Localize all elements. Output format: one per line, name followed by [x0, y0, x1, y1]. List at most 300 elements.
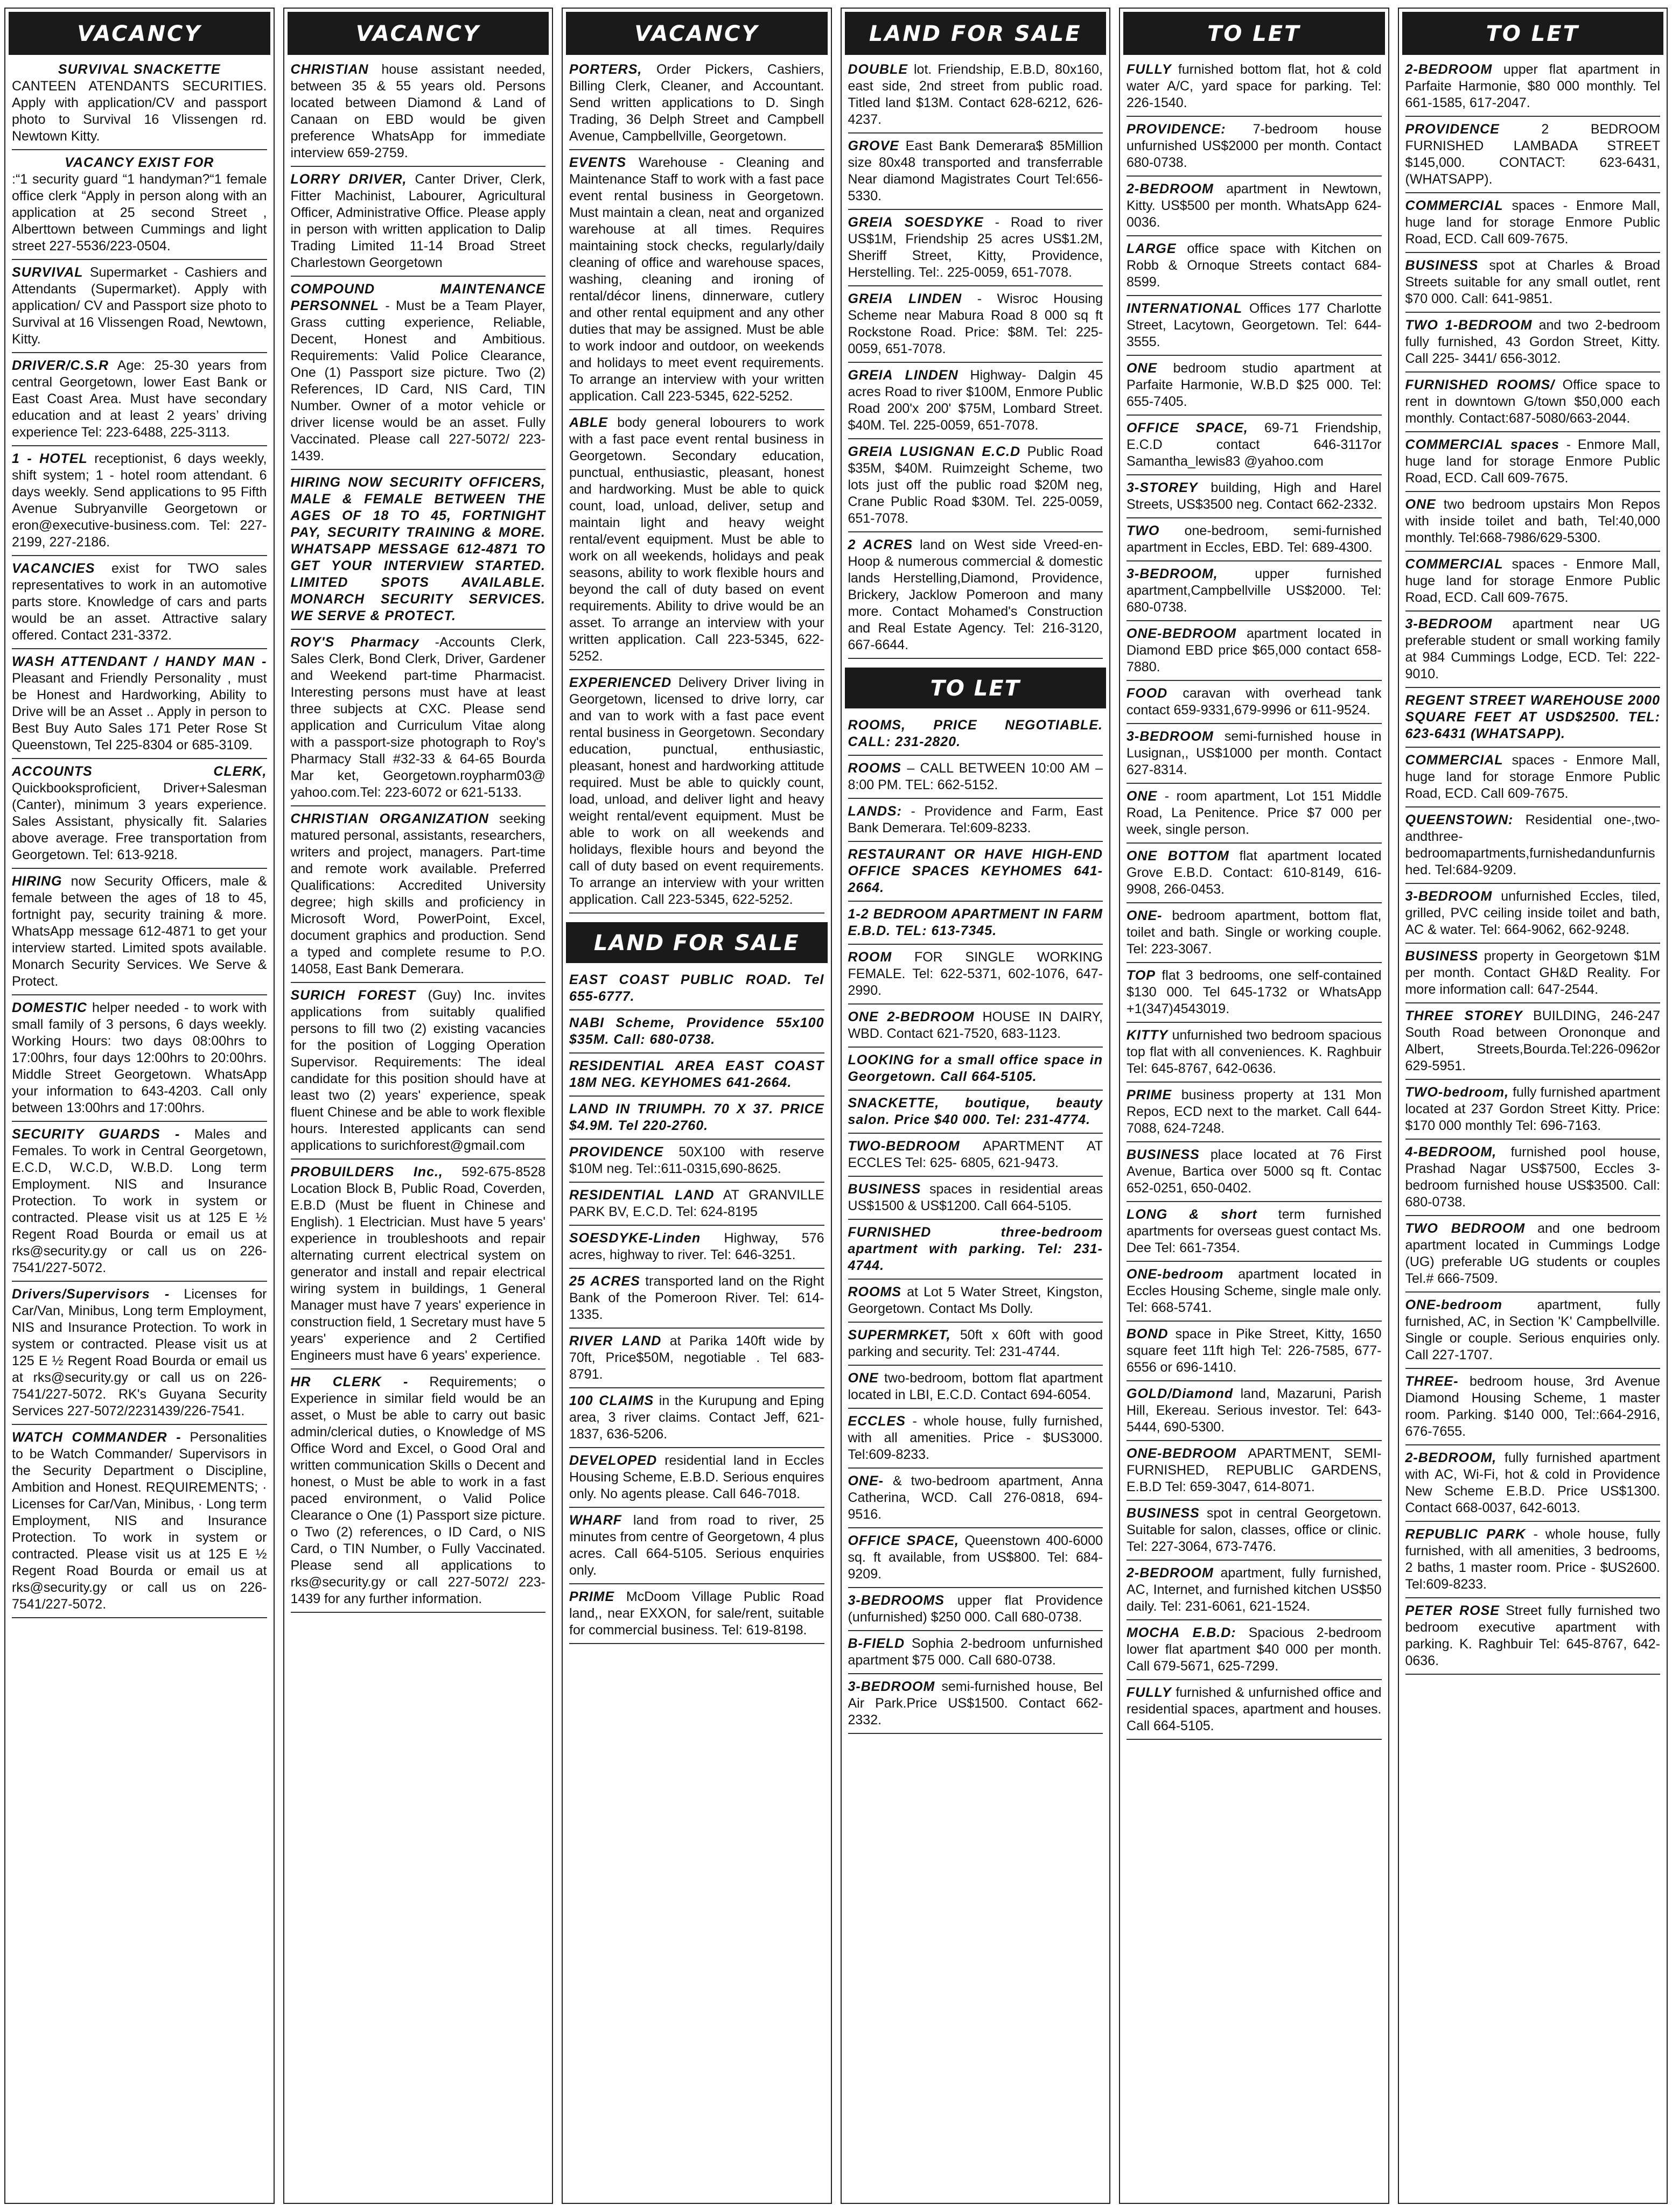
ad-lead: 2-BEDROOM: [1405, 62, 1493, 77]
ad-lead: QUEENSTOWN:: [1405, 812, 1514, 827]
ad-lead: ACCOUNTS CLERK,: [12, 764, 267, 779]
ad-body: flat apartment located Grove E.B.D. Contact: 610-8149, 616-9908, 266-0453.: [1127, 848, 1382, 897]
ad-body: semi-furnished house in Lusignan,, US$1000 per month. Contact 627-8314.: [1127, 729, 1382, 777]
ad-body: in the Kurupung and Eping area, 3 river claims. Contact Jeff, 621-1837, 636-5206.: [569, 1393, 824, 1442]
ad-body: body general lobourers to work with a fast pace event rental business in Georgetown. Secondary education, punctual, enthusiastic, pleasant, honest and hardworking. Must be able to quick count, load, unload, deliver, setup and maintain light and heavy weight rental/event equipment. Must be able to work on all weekends, holidays and peak seasons, ability to work flexible hours and beyond the call of duty based on event requirements. Ability to drive would be an asset. To arrange an interview with your written application. Call 223-5345, 622-5252.: [569, 415, 824, 664]
classified-ad-two: [1127, 518, 1382, 561]
ad-body: apartment located in Diamond EBD price $65,000 contact 658-7880.: [1127, 626, 1382, 675]
ad-body: - room apartment, Lot 151 Middle Road, La Penitence. Price $7 000 per week, single person.: [1127, 789, 1382, 837]
ad-lead: GOLD/Diamond: [1127, 1386, 1234, 1401]
ad-body: apartment located in Eccles Housing Scheme, single male only. Tel: 668-5741.: [1127, 1267, 1382, 1315]
classified-ad-25-acres: [569, 1269, 824, 1329]
ad-body: (Guy) Inc. invites applications from suitably qualified persons to fill two (2) existing vacancies for the position of Logging Operation Supervisor. Requirements: The ideal candidate for this position should have at least two (2) years' experience, speak fluent Chinese and be able to work flexible hours. Interested applicants can send applications to surichforest@gmail.com: [290, 988, 545, 1153]
classified-ad-2-bedroom: [1127, 177, 1382, 236]
ad-lead: 3-BEDROOMS: [848, 1593, 945, 1608]
ad-lead: CHRISTIAN ORGANIZATION: [290, 811, 489, 826]
ad-lead: COMMERCIAL: [1405, 557, 1503, 572]
classified-ad-two-bedroom: [1405, 1080, 1661, 1140]
classified-ad-business: [848, 1177, 1103, 1220]
classified-ad-business: [1405, 253, 1661, 313]
classified-ad-one-bedroom: [1127, 1262, 1382, 1322]
classified-ad-2-bedroom: [1405, 1445, 1661, 1522]
ad-lead: TOP: [1127, 968, 1156, 983]
classified-ad-restaurant-or-have-high-end-office-space: [848, 842, 1103, 902]
ad-lead: TWO-bedroom,: [1405, 1085, 1509, 1100]
classified-ad-3-bedroom: [1405, 884, 1661, 944]
ad-lead: FOOD: [1127, 686, 1168, 701]
ad-body: unfurnished Eccles, tiled, grilled, PVC ceiling inside toilet and bath, AC & water. Tel: 664-9062, 662-9248.: [1405, 889, 1660, 937]
classified-ad-long-short: [1127, 1202, 1382, 1262]
ad-lead: 3-BEDROOM: [1405, 616, 1493, 631]
ad-body: - Must be a Team Player, Grass cutting experience, Reliable, Decent, Honest and Ambitious. Requirements: Valid Police Clearance, One (1) Passport size picture. Two (2) References, ID Card, NIS Card, TIN Number. Owner of a motor vehicle or driver license would be an asset. Fully Vaccinated. Please call 227-5072/ 223-1439.: [290, 298, 545, 464]
ad-body: Sophia 2-bedroom unfurnished apartment $75 000. Call 680-0738.: [848, 1636, 1103, 1668]
ad-body: Queenstown 400-6000 sq. ft available, from US$800. Tel: 684-9209.: [848, 1533, 1103, 1582]
classified-ad-3-bedroom: [848, 1674, 1103, 1734]
ad-lead: FULLY: [1127, 62, 1172, 77]
ad-lead: WASH ATTENDANT / HANDY MAN -: [12, 654, 267, 669]
classified-ad-top: [1127, 963, 1382, 1023]
classified-ad-three: [1405, 1369, 1661, 1445]
column-3: [562, 8, 832, 2204]
classified-ad-mocha-e-b-d: [1127, 1620, 1382, 1680]
classified-ad-east-coast-public-road-tel-655-6777: [569, 967, 824, 1010]
ad-body: unfurnished two bedroom spacious top flat with all conveniences. K. Raghbuir Tel: 645-8767, 642-0636.: [1127, 1028, 1382, 1076]
ad-lead: BUSINESS: [1127, 1147, 1200, 1162]
ad-lead: DEVELOPED: [569, 1453, 657, 1468]
ad-body: apartment in Newtown, Kitty. US$500 per month. WhatsApp 624-0036.: [1127, 181, 1382, 230]
ad-lead: REPUBLIC PARK: [1405, 1527, 1526, 1542]
ad-lead: FULLY: [1127, 1685, 1172, 1700]
ad-body: 2 BEDROOM FURNISHED LAMBADA STREET $145,000. CONTACT: 623-6431, (WHATSAPP).: [1405, 122, 1661, 187]
classified-ad-lands: [848, 799, 1103, 842]
ad-lead: ROY'S Pharmacy: [290, 635, 419, 650]
ad-body: Quickbooksproficient, Driver+Salesman (Canter), minimum 3 years experience. Sales Assistant, physically fit. Salaries above average. Free transportation from Georgetown. Tel: 613-9218.: [12, 781, 267, 862]
ad-body: now Security Officers, male & female between the ages of 18 to 45, fortnight pay, security training & more. WhatsApp message 612-4871 to get your interview started. Limited spots available. Monarch Security Services. We Serve & Protect.: [12, 874, 267, 989]
ad-body: at Parika 140ft wide by 70ft, Price$50M, negotiable . Tel 683-8791.: [569, 1333, 824, 1382]
column-5: [1119, 8, 1389, 2204]
classified-ad-one-bedroom: [1127, 1441, 1382, 1501]
ad-list: [842, 57, 1110, 659]
classified-ad-christian-organization: [291, 806, 546, 983]
classified-ad-two-bedroom: [848, 1134, 1103, 1177]
classified-ad-one: [848, 1469, 1103, 1528]
classified-ad-rooms: [848, 756, 1103, 799]
classified-ad-one-bedroom: [1127, 621, 1382, 681]
ad-body: property in Georgetown $1M per month. Contact GH&D Reality. For more information call: 647-2544.: [1405, 949, 1660, 997]
classified-ad-furnished-rooms: [1405, 373, 1661, 432]
ad-body: at Lot 5 Water Street, Kingston, Georgetown. Contact Ms Dolly.: [848, 1284, 1103, 1316]
ad-body: Residential one-,two-andthree-bedroomapartments,furnishedandunfurnished. Tel:684-9209.: [1405, 812, 1660, 877]
ad-lead: COMMERCIAL: [1405, 753, 1503, 768]
ad-lead: 2-BEDROOM: [1127, 1565, 1214, 1581]
ad-body: Order Pickers, Cashiers, Billing Clerk, Cleaner, and Accountant. Send written applications to D. Singh Trading, 36 Delph Street and Campbell Avenue, Campbellville, Georgetown.: [569, 62, 824, 144]
classified-ad-3-bedroom: [1405, 612, 1661, 688]
classified-ad-fully: [1127, 1680, 1382, 1740]
ad-lead: LAND IN TRIUMPH. 70 X 37. PRICE $4.9M. Tel 220-2760.: [569, 1101, 824, 1133]
ad-lead: PROVIDENCE: [1405, 122, 1500, 137]
ad-lead: 3-STOREY: [1127, 480, 1198, 495]
classified-ad-providence: [569, 1140, 824, 1183]
classified-ad-food: [1127, 681, 1382, 724]
ad-body: East Bank Demerara$ 85Million size 80x48 transported and transferrable Near diamond Magistrates Court Tel:656-5330.: [848, 138, 1103, 203]
ad-lead: 3-BEDROOM,: [1127, 566, 1218, 581]
ad-lead: 1-2 BEDROOM APARTMENT IN FARM E.B.D. TEL: 613-7345.: [848, 907, 1103, 938]
ad-body: HOUSE IN DAIRY, WBD. Contact 621-7520, 683-1123.: [848, 1009, 1103, 1041]
ad-body: & two-bedroom apartment, Anna Catherina, WCD. Call 276-0818, 694-9516.: [848, 1473, 1103, 1522]
classified-ad-survival: [12, 260, 267, 353]
classified-ad-one: [848, 1366, 1103, 1409]
section-header-to-let: TO LET: [845, 668, 1107, 708]
classified-ad-hr-clerk: [291, 1370, 546, 1613]
ad-body: spot in central Georgetown. Suitable for salon, classes, office or clinic. Tel: 227-3064, 673-7476.: [1127, 1506, 1382, 1554]
ad-lead: ECCLES: [848, 1414, 906, 1429]
ad-lead: REGENT STREET WAREHOUSE 2000 SQUARE FEET AT USD$2500. TEL: 623-6431 (WHATSAPP).: [1405, 693, 1660, 741]
column-1: [4, 8, 275, 2204]
classified-ad-greia-linden: [848, 286, 1103, 363]
classified-ad-room: [848, 945, 1103, 1005]
ad-lead: ONE: [1127, 789, 1158, 804]
ad-lead: SUPERMRKET,: [848, 1328, 951, 1343]
ad-lead: COMMERCIAL: [1405, 198, 1503, 213]
ad-lead: ONE-: [1127, 908, 1163, 923]
ad-lead: 3-BEDROOM: [1127, 729, 1214, 744]
classified-ad-3-bedrooms: [848, 1588, 1103, 1631]
classified-ad-roy-s-pharmacy: [291, 630, 546, 806]
classified-ad-2-bedroom: [1405, 57, 1661, 117]
classified-ad-100-claims: [569, 1388, 824, 1448]
ad-body: - Road to river US$1M, Friendship 25 acres US$1.2M, Sheriff Street, Kitty, Providence, Herstelling. Tel:. 225-0059, 651-7078.: [848, 215, 1103, 280]
ad-lead: RESIDENTIAL LAND: [569, 1188, 715, 1203]
classified-ad-large: [1127, 236, 1382, 296]
ad-body: furnished bottom flat, hot & cold water A/C, yard space for parking. Tel: 226-1540.: [1127, 62, 1382, 110]
ad-lead: DOUBLE: [848, 62, 908, 77]
classified-ad-3-bedroom: [1127, 724, 1382, 784]
ad-lead: Drivers/Supervisors -: [12, 1287, 170, 1302]
classified-ad-vacancy-exist-for: [12, 150, 267, 260]
classified-ad-able: [569, 410, 824, 670]
ad-body: Public Road $35M, $40M. Ruimzeight Scheme, two lots just off the public road $20M neg, Crane Public Road $30M. Tel. 225-0059, 651-7078.: [848, 444, 1103, 526]
ad-body: land from road to river, 25 minutes from centre of Georgetown, 4 plus acres. Call 664-5105. Serious enquiries only.: [569, 1513, 824, 1578]
ad-body: -Accounts Clerk, Sales Clerk, Bond Clerk, Driver, Gardener and Weekend part-time Pharmacist. Interesting persons must have at least three subjects at CXC. Please send application and Curriculum Vitae along with a passport-size photograph to Roy's Pharmacy Stall #32-33 & 64-65 Bourda Mar ket, Georgetown.roypharm03@ yahoo.com.Tel: 223-6072 or 621-5133.: [290, 635, 546, 800]
classified-ad-probuilders-inc: [291, 1160, 546, 1370]
classified-ad-2-acres: [848, 532, 1103, 659]
ad-lead: GROVE: [848, 138, 899, 153]
ad-body: APARTMENT, SEMI-FURNISHED, REPUBLIC GARDENS, E.B.D Tel: 659-3047, 614-8071.: [1127, 1446, 1382, 1494]
classified-ad-christian: [291, 57, 546, 167]
ad-lead: ROOMS, PRICE NEGOTIABLE. CALL: 231-2820.: [848, 718, 1103, 749]
ad-body: land, Mazaruni, Parish Hill, Ekereau. Serious investor. Tel: 643-5444, 690-5300.: [1127, 1386, 1382, 1435]
classified-ad-office-space: [1127, 416, 1382, 475]
ad-body: semi-furnished house, Bel Air Park.Price US$1500. Contact 662-2332.: [848, 1679, 1103, 1728]
classified-ad-greia-lusignan-e-c-d: [848, 439, 1103, 532]
ad-body: spaces in residential areas US$1500 & US$1200. Call 664-5105.: [848, 1182, 1103, 1213]
ad-lead: 1 - HOTEL: [12, 451, 88, 466]
ad-body: :“1 security guard “1 handyman?“1 female office clerk “Apply in person along with an application at 25 second Street , Alberttown between Cummings and light street 227-5536/223-0504.: [12, 172, 267, 254]
section-header-vacancy: VACANCY: [566, 12, 828, 55]
ad-body: Offices 177 Charlotte Street, Lacytown, Georgetown. Tel: 644-3555.: [1127, 301, 1382, 349]
ad-lead: VACANCY EXIST FOR: [65, 155, 214, 170]
classified-ad-office-space: [848, 1528, 1103, 1588]
ad-body: receptionist, 6 days weekly, shift system; 1 - hotel room attendant. 6 days weekly. Send applications to 95 Fifth Avenue Subryanville Georgetown or eron@executive-business.com. Tel: 227-2199, 227-2186.: [12, 451, 267, 550]
ad-lead: SURVIVAL SNACKETTE: [58, 62, 221, 77]
ad-lead: ONE-BEDROOM: [1127, 626, 1237, 641]
ad-body: McDoom Village Public Road land,, near EXXON, for sale/rent, suitable for commercial business. Tel: 619-8198.: [569, 1589, 824, 1638]
ad-lead: PORTERS,: [569, 62, 642, 77]
ad-body: term furnished apartments for overseas guest contact Ms. Dee Tel: 661-7354.: [1127, 1207, 1382, 1255]
ad-body: 592-675-8528 Location Block B, Public Road, Coverden, E.B.D (Must be fluent in Chinese and English). 1 Electrician. Must have 5 years' experience in troubleshoots and repair alternating current electrical system on generator and install and repair electrical wiring system in buildings, 1 General Manager must have 7 years' experience in construction field, 1 Secretary must have 5 years' experience and 2 Certified Engineers must have 6 years' experience.: [290, 1164, 546, 1363]
ad-body: - Enmore Mall, huge land for storage Enmore Public Road, ECD. Call 609-7675.: [1405, 437, 1660, 486]
ad-lead: ONE-bedroom: [1127, 1267, 1224, 1282]
ad-body: one-bedroom, semi-furnished apartment in Eccles, EBD. Tel: 689-4300.: [1127, 523, 1382, 555]
section-header-to-let: TO LET: [1402, 12, 1664, 55]
section-header-vacancy: VACANCY: [9, 12, 270, 55]
ad-lead: PROBUILDERS Inc.,: [290, 1164, 443, 1179]
ad-body: helper needed - to work with small family of 3 persons, 6 days weekly. Working Hours: two days 08:00hrs to 17:00hrs, four days 12:00hrs to 20:00hrs. Middle Street Georgetown. WhatsApp your information to 643-4203. Call only between 13:00hrs and 17:00hrs.: [12, 1000, 267, 1115]
ad-lead: 2 ACRES: [848, 537, 913, 552]
ad-lead: BUSINESS: [1405, 258, 1479, 273]
ad-body: Males and Females. To work in Central Georgetown, E.C.D, W.C.D, W.B.D. Long term Employment. NIS and Insurance Protection. To work in system or contracted. Please visit us at 125 E ½ Regent Road Bourda or email us at rks@security.gy or call us on 226-7541/227-5072.: [12, 1127, 267, 1275]
classified-ad-land-in-triumph-70-x-37-price-4-9m-tel-2: [569, 1097, 824, 1140]
ad-list: [842, 713, 1110, 1734]
classified-ad-accounts-clerk: [12, 759, 267, 869]
classified-ad-three-storey: [1405, 1003, 1661, 1080]
classified-ad-business: [1405, 944, 1661, 1003]
ad-body: Canter Driver, Clerk, Fitter Machinist, Labourer, Agricultural Officer, Administrative Office. Please apply in person with written application to Dalip Trading Limited 11-14 Broad Street Charlestown Georgetown: [290, 172, 545, 270]
ad-lead: RESTAURANT OR HAVE HIGH-END OFFICE SPACES KEYHOMES 641-2664.: [848, 847, 1103, 895]
ad-body: fully furnished apartment located at 237 Gordon Street Kitty. Price: $170 000 monthly Tel: 696-7163.: [1405, 1085, 1660, 1133]
classified-ad-two-bedroom: [1405, 1216, 1661, 1293]
ad-list: [1120, 57, 1388, 1740]
ad-body: seeking matured personal, assistants, researchers, writers and project, managers. Part-time and remote work available. Preferred Qualifications: Accredited University degree; high skills and proficiency in Microsoft Word, PowerPoint, Excel, document graphics and production. Send a typed and complete resume to P.O. 14058, East Bank Demerara.: [290, 811, 545, 977]
ad-body: office space with Kitchen on Robb & Ornoque Streets contact 684-8599.: [1127, 241, 1382, 290]
ad-lead: LONG & short: [1127, 1207, 1257, 1222]
ad-lead: GREIA SOESDYKE: [848, 215, 984, 230]
classified-ad-snackette-boutique-beauty-salon-price-40: [848, 1091, 1103, 1134]
ad-body: AT GRANVILLE PARK BV, E.C.D. Tel: 624-8195: [569, 1188, 824, 1219]
ad-body: bedroom studio apartment at Parfaite Harmonie, W.B.D $25 000. Tel: 655-7405.: [1127, 361, 1382, 409]
ad-lead: ONE-: [848, 1473, 884, 1488]
ad-lead: LORRY DRIVER,: [290, 172, 407, 187]
ad-list: [1399, 57, 1667, 1675]
ad-body: Pleasant and Friendly Personality , must be Honest and Hardworking, Ability to Drive will be an Asset .. Apply in person to Best Buy Auto Sales 171 Peter Rose St Queenstown, Tel 225-8304 or 685-3109.: [12, 671, 267, 753]
ad-body: flat 3 bedrooms, one self-contained $130 000. Tel 645-1732 or WhatsApp +1(347)4543019.: [1127, 968, 1382, 1016]
ad-body: Highway, 576 acres, highway to river. Tel: 646-3251.: [569, 1231, 824, 1262]
classified-ad-one-2-bedroom: [848, 1005, 1103, 1048]
ad-body: caravan with overhead tank contact 659-9331,679-9996 or 611-9524.: [1127, 686, 1382, 718]
section-header-vacancy: VACANCY: [288, 12, 549, 55]
classified-ad-business: [1127, 1501, 1382, 1561]
classified-ad-business: [1127, 1142, 1382, 1202]
classified-ad-double: [848, 57, 1103, 134]
ad-lead: SNACKETTE, boutique, beauty salon. Price $40 000. Tel: 231-4774.: [848, 1096, 1103, 1127]
ad-lead: 4-BEDROOM,: [1405, 1144, 1497, 1160]
ad-lead: ROOM: [848, 950, 892, 965]
ad-body: place located at 76 First Avenue, Bartica over 5000 sq ft. Contac 652-0251, 650-0402.: [1127, 1147, 1382, 1196]
ad-lead: TWO-BEDROOM: [848, 1139, 960, 1154]
ad-body: 50X100 with reserve $10M neg. Tel::611-0315,690-8625.: [569, 1144, 824, 1176]
ad-lead: EVENTS: [569, 155, 627, 170]
classified-ad-international: [1127, 296, 1382, 356]
ad-lead: ONE: [848, 1371, 879, 1386]
ad-body: - Providence and Farm, East Bank Demerara. Tel:609-8233.: [848, 804, 1103, 835]
ad-lead: 2-BEDROOM,: [1405, 1450, 1497, 1465]
ad-list: [284, 57, 552, 1613]
ad-body: CANTEEN ATENDANTS SECURITIES. Apply with application/CV and passport photo to Survival 16 Vlissengen rd. Newtown Kitty.: [12, 79, 267, 144]
classified-ad-furnished-three-bedroom-apartment-with-p: [848, 1220, 1103, 1280]
ad-body: Delivery Driver living in Georgetown, licensed to drive lorry, car and van to work with a fast pace event rental business in Georgetown. Secondary education, punctual, enthusiastic, pleasant, honest and hardworking attitude required. Must be able to quickly count, load, unload, and deliver light and heavy weight rental/event equipment. Must be able to work on all weekends and holidays, flexible hours and beyond the call of duty based on event requirements. To arrange an interview with your written application. Call 223-5345, 622-5252.: [569, 675, 824, 907]
ad-lead: TWO BEDROOM: [1405, 1221, 1526, 1236]
ad-body: BUILDING, 246-247 South Road between Orononque and Albert, Streets,Bourda.Tel:226-0962or 629-5951.: [1405, 1008, 1660, 1073]
ad-lead: LOOKING for a small office space in Georgetown. Call 664-5105.: [848, 1052, 1103, 1084]
ad-lead: B-FIELD: [848, 1636, 905, 1651]
classified-ad-watch-commander: [12, 1425, 267, 1618]
ad-lead: WATCH COMMANDER -: [12, 1430, 181, 1445]
classified-ad-providence: [1405, 117, 1661, 193]
ad-lead: PROVIDENCE:: [1127, 122, 1226, 137]
ad-lead: BUSINESS: [1405, 949, 1479, 964]
ad-body: business property at 131 Mon Repos, ECD next to the market. Call 644-7088, 624-7248.: [1127, 1087, 1382, 1136]
classified-ad-peter-rose: [1405, 1598, 1661, 1675]
ad-body: 7-bedroom house unfurnished US$2000 per month. Contact 680-0738.: [1127, 122, 1382, 170]
ad-body: Licenses for Car/Van, Minibus, Long term Employment, NIS and Insurance Protection. To work in system or contracted. Please visit us at 125 E ½ Regent Road Bourda or email us at rks@security.gy or call us on 226-7541/227-5072. RK's Guyana Security Services 227-5072/2231439/226-7541.: [12, 1287, 267, 1419]
ad-lead: 2-BEDROOM: [1127, 181, 1214, 196]
classified-ad-river-land: [569, 1329, 824, 1388]
ad-lead: MOCHA E.B.D:: [1127, 1625, 1236, 1640]
classified-ad-residential-land: [569, 1183, 824, 1226]
classified-ad-regent-street-warehouse-2000-square-feet: [1405, 688, 1661, 748]
ad-body: spaces - Enmore Mall, huge land for storage Enmore Public Road, ECD. Call 609-7675.: [1405, 557, 1660, 605]
ad-body: Street fully furnished two bedroom executive apartment with parking. K. Raghbuir Tel: 645-8767, 642-0636.: [1405, 1603, 1660, 1668]
ad-lead: ROOMS: [848, 1284, 901, 1300]
ad-lead: OFFICE SPACE,: [1127, 420, 1248, 436]
ad-lead: BUSINESS: [848, 1182, 921, 1197]
ad-lead: DRIVER/C.S.R: [12, 358, 109, 373]
ad-body: Warehouse - Cleaning and Maintenance Staff to work with a fast pace event rental business in Georgetown. Must maintain a clean, neat and organized warehouse at all times. Requires maintaining stock checks, regularly/daily cleaning of office and warehouse spaces, washing, cleaning and ironing of rental/décor linens, dinnerware, cutlery and other rental equipment and any other duties that may be assigned. Must be able to work indoor and outdoor, on weekends and holidays to meet event requirements. To arrange an interview with your written application. Call 223-5345, 622-5252.: [569, 155, 824, 404]
ad-body: 50ft x 60ft with good parking and security. Tel: 231-4744.: [848, 1328, 1103, 1359]
classified-ad-wharf: [569, 1508, 824, 1584]
classified-ad-providence: [1127, 117, 1382, 177]
ad-lead: CHRISTIAN: [290, 62, 369, 77]
classified-ad-commercial: [1405, 748, 1661, 807]
classified-ad-domestic: [12, 995, 267, 1122]
classified-ad-3-storey: [1127, 475, 1382, 518]
ad-body: furnished pool house, Prashad Nagar US$7500, Eccles 3-bedroom furnished house US$3500. Call: 680-0738.: [1405, 1144, 1660, 1210]
ad-lead: FURNISHED ROOMS/: [1405, 377, 1555, 392]
ad-body: lot. Friendship, E.B.D, 80x160, east side, 2nd street from public road. Titled land $13M. Contact 628-6212, 626-4237.: [848, 62, 1103, 127]
classified-ad-one: [1405, 492, 1661, 552]
ad-body: APARTMENT AT ECCLES Tel: 625- 6805, 621-9473.: [848, 1139, 1103, 1170]
ad-lead: EXPERIENCED: [569, 675, 672, 690]
classified-ad-developed: [569, 1448, 824, 1508]
ad-body: Age: 25-30 years from central Georgetown, lower East Bank or East Coast Area. Must have secondary education and at least 2 years’ driving experience Tel: 223-6488, 225-3113.: [12, 358, 267, 440]
ad-lead: RESIDENTIAL AREA EAST COAST 18M NEG. KEYHOMES 641-2664.: [569, 1058, 824, 1090]
classified-ad-republic-park: [1405, 1522, 1661, 1598]
classified-ad-nabi-scheme-providence-55x100-35m-call-6: [569, 1010, 824, 1054]
classified-ad-hiring: [12, 869, 267, 995]
ad-lead: PRIME: [569, 1589, 615, 1604]
ad-body: and two 2-bedroom fully furnished, 43 Gordon Street, Kitty. Call 225- 3441/ 656-3012.: [1405, 318, 1661, 366]
ad-lead: ONE-BEDROOM: [1127, 1446, 1237, 1461]
classified-ad-one-bedroom: [1405, 1293, 1661, 1369]
ad-body: spaces - Enmore Mall, huge land for storage Enmore Public Road, ECD. Call 609-7675.: [1405, 753, 1660, 801]
ad-body: apartment, fully furnished, AC, in Section 'K' Campbellville. Single or couple. Serious enquiries only. Call 227-1707.: [1405, 1297, 1660, 1363]
ad-lead: HIRING: [12, 874, 62, 889]
ad-body: building, High and Harel Streets, US$3500 neg. Contact 662-2332.: [1127, 480, 1382, 512]
ad-body: space in Pike Street, Kitty, 1650 square feet 11ft high Tel: 226-7585, 677-6556 or 696-1410.: [1127, 1326, 1382, 1375]
ad-body: fully furnished apartment with AC, Wi-Fi, hot & cold in Providence New Scheme E.B.D. Price US$1300. Contact 668-0037, 642-6013.: [1405, 1450, 1660, 1515]
ad-lead: GREIA LINDEN: [848, 368, 959, 383]
ad-list: [563, 967, 831, 1644]
ad-body: bedroom house, 3rd Avenue Diamond Housing Scheme, 1 master room. Parking. $140 000, Tel::664-2916, 676-7655.: [1405, 1374, 1660, 1439]
ad-lead: 3-BEDROOM: [848, 1679, 935, 1694]
ad-body: residential land in Eccles Housing Scheme, E.B.D. Serious enquires only. No agents please. Call 646-7018.: [569, 1453, 824, 1501]
classified-ad-b-field: [848, 1631, 1103, 1674]
classified-ad-wash-attendant-handy-man: [12, 649, 267, 759]
ad-body: Spacious 2-bedroom lower flat apartment $40 000 per month. Call 679-5671, 625-7299.: [1127, 1625, 1382, 1674]
classified-ad-one-bottom: [1127, 844, 1382, 903]
classified-ad-lorry-driver: [291, 167, 546, 277]
ad-lead: 3-BEDROOM: [1405, 889, 1493, 904]
classified-ad-vacancies: [12, 556, 267, 649]
ad-lead: RIVER LAND: [569, 1333, 662, 1349]
classified-ad-driver-c-s-r: [12, 353, 267, 446]
column-4: [841, 8, 1111, 2204]
ad-body: Office space to rent in downtown G/town $50,000 each monthly. Contact:687-5080/663-2044.: [1405, 377, 1660, 426]
classified-ad-2-bedroom: [1127, 1561, 1382, 1620]
classified-ad-commercial-spaces: [1405, 432, 1661, 492]
ad-lead: ONE BOTTOM: [1127, 848, 1229, 863]
classified-ad-eccles: [848, 1409, 1103, 1469]
ad-lead: SURICH FOREST: [290, 988, 416, 1003]
ad-lead: OFFICE SPACE,: [848, 1533, 959, 1548]
classified-ad-survival-snackette: [12, 57, 267, 150]
classified-ad-greia-linden: [848, 363, 1103, 439]
classified-ad-queenstown: [1405, 807, 1661, 884]
classified-ad-one: [1127, 356, 1382, 416]
section-header-land-for-sale: LAND FOR SALE: [566, 922, 828, 963]
classified-ad-experienced: [569, 670, 824, 914]
ad-body: two-bedroom, bottom flat apartment located in LBI, E.C.D. Contact 694-6054.: [848, 1371, 1103, 1402]
ad-lead: SECURITY GUARDS -: [12, 1127, 180, 1142]
classified-ad-supermrket: [848, 1323, 1103, 1366]
ad-body: Supermarket - Cashiers and Attendants (Supermarket). Apply with application/ CV and Passport size photo to Survival at 16 Vlissengen Road, Newtown, Kitty.: [12, 265, 267, 347]
ad-lead: SURVIVAL: [12, 265, 83, 280]
ad-body: apartment near UG preferable student or small working family at 984 Cummings Lodge, ECD. Tel: 222-9010.: [1405, 616, 1660, 682]
ad-lead: ROOMS: [848, 761, 901, 776]
ad-lead: TWO 1-BEDROOM: [1405, 318, 1533, 333]
ad-lead: DOMESTIC: [12, 1000, 87, 1015]
classified-ad-commercial: [1405, 193, 1661, 253]
classified-ad-1-2-bedroom-apartment-in-farm-e-b-d-tel-: [848, 902, 1103, 945]
classified-ad-rooms: [848, 1280, 1103, 1323]
classified-ad-surich-forest: [291, 983, 546, 1160]
classified-columns: [4, 8, 1668, 2204]
ad-lead: GREIA LINDEN: [848, 291, 962, 306]
classified-ad-prime: [569, 1584, 824, 1644]
classified-ad-commercial: [1405, 552, 1661, 612]
ad-body: – CALL BETWEEN 10:00 AM – 8:00 PM. TEL: 662-5152.: [848, 761, 1103, 792]
ad-lead: KITTY: [1127, 1028, 1169, 1043]
column-6: [1398, 8, 1668, 2204]
ad-lead: ONE-bedroom: [1405, 1297, 1502, 1312]
ad-lead: 100 CLAIMS: [569, 1393, 654, 1408]
ad-lead: ONE: [1405, 497, 1436, 512]
ad-body: house assistant needed, between 35 & 55 years old. Persons located between Diamond & Land of Canaan on EBD would be given preference WhatsApp for immediate interview 659-2759.: [290, 62, 545, 160]
ad-body: apartment, fully furnished, AC, Internet, and furnished kitchen US$50 daily. Tel: 231-6061, 621-1524.: [1127, 1565, 1382, 1614]
classified-ad-fully: [1127, 57, 1382, 117]
ad-lead: BUSINESS: [1127, 1506, 1200, 1521]
ad-body: - Wisroc Housing Scheme near Mabura Road 8 000 sq ft Rockstone Road. Price: $8M. Tel: 225-0059, 651-7078.: [848, 291, 1103, 356]
